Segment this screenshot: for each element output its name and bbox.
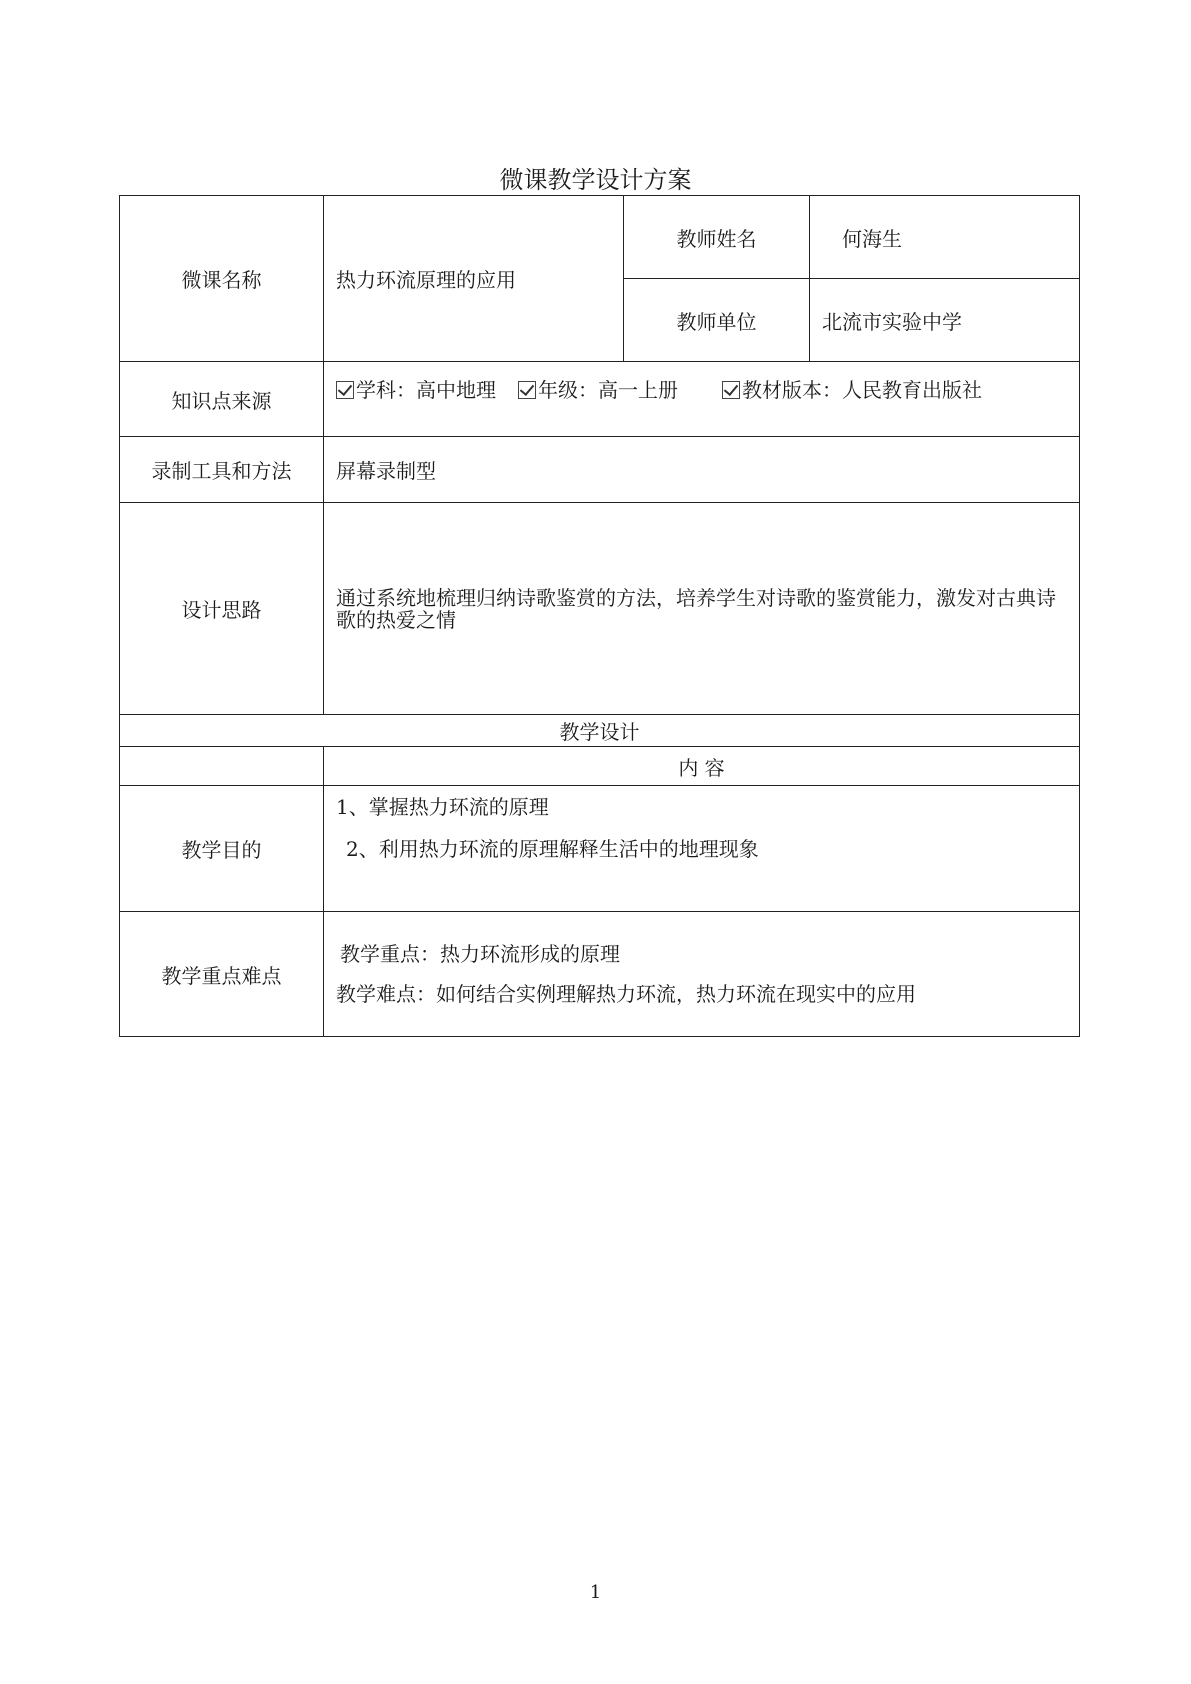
objectives-value bbox=[324, 786, 1080, 912]
objectives-label: 教学目的 bbox=[120, 786, 324, 912]
content-header: 内 容 bbox=[324, 747, 1080, 786]
page-number: 1 bbox=[589, 1582, 602, 1603]
key-points-value bbox=[324, 912, 1080, 1037]
course-name-value: 热力环流原理的应用 bbox=[324, 196, 624, 362]
subject-item: 学科：高中地理 bbox=[356, 378, 496, 402]
grade-item: 年级：高一上册 bbox=[538, 378, 678, 402]
objective-item: 2、利用热力环流的原理解释生活中的地理现象 bbox=[346, 837, 759, 861]
textbook-item: 教材版本：人民教育出版社 bbox=[742, 378, 982, 402]
design-idea-label: 设计思路 bbox=[120, 503, 324, 715]
checkbox-checked-icon bbox=[336, 381, 354, 399]
empty-header-cell bbox=[120, 747, 324, 786]
recording-value: 屏幕录制型 bbox=[324, 437, 1080, 503]
checkbox-checked-icon bbox=[722, 381, 740, 399]
teacher-name-label: 教师姓名 bbox=[624, 196, 810, 279]
teaching-design-header: 教学设计 bbox=[120, 715, 1080, 747]
checkbox-checked-icon bbox=[518, 381, 536, 399]
difficulty-item: 教学难点：如何结合实例理解热力环流，热力环流在现实中的应用 bbox=[336, 982, 916, 1006]
course-name-label: 微课名称 bbox=[120, 196, 324, 362]
lesson-plan-table bbox=[119, 195, 1080, 1037]
document-title: 微课教学设计方案 bbox=[499, 166, 692, 194]
objective-item: 1、掌握热力环流的原理 bbox=[336, 795, 549, 819]
key-point-item: 教学重点：热力环流形成的原理 bbox=[340, 942, 620, 966]
knowledge-source-label: 知识点来源 bbox=[120, 362, 324, 437]
recording-label: 录制工具和方法 bbox=[120, 437, 324, 503]
key-points-label: 教学重点难点 bbox=[120, 912, 324, 1037]
teacher-unit-value: 北流市实验中学 bbox=[810, 279, 1080, 362]
knowledge-source-value bbox=[324, 362, 1080, 437]
design-idea-value: 通过系统地梳理归纳诗歌鉴赏的方法，培养学生对诗歌的鉴赏能力，激发对古典诗歌的热爱之情 bbox=[324, 503, 1080, 715]
teacher-name-value: 何海生 bbox=[810, 196, 1080, 279]
teacher-unit-label: 教师单位 bbox=[624, 279, 810, 362]
